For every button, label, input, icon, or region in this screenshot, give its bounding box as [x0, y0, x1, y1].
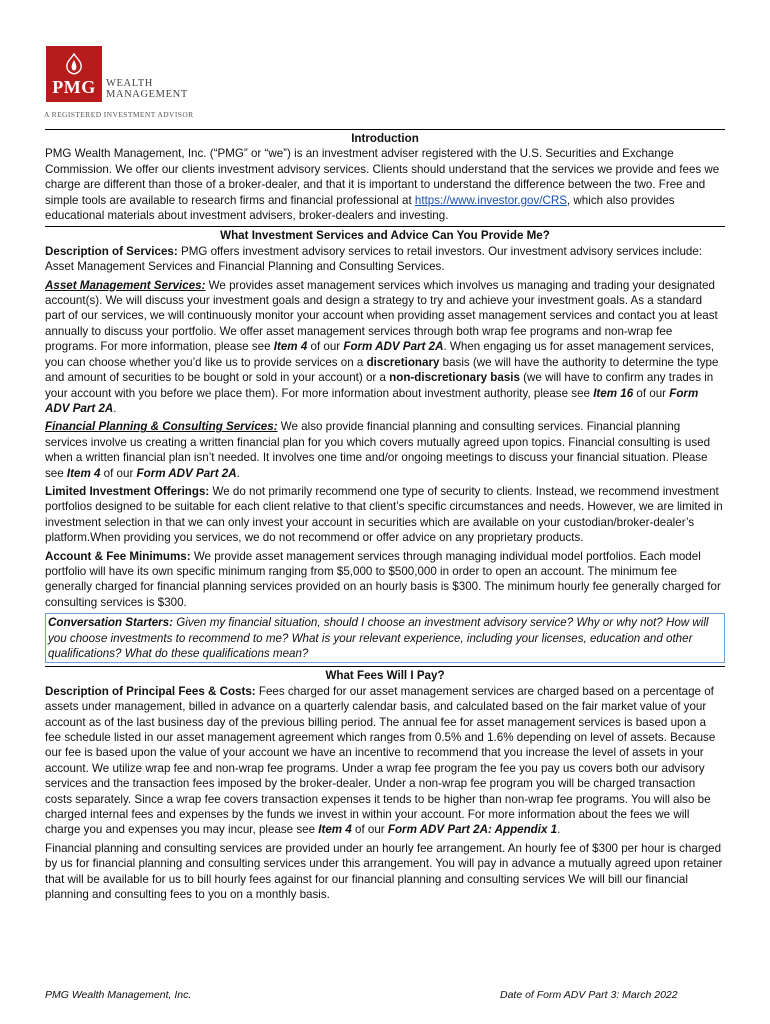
fees-item4: Item 4 — [318, 823, 352, 837]
services-description — [45, 244, 725, 275]
am-text4: (we will have to confirm any trades in your account with you before we place them). For more information about investment authority, please see — [45, 371, 714, 400]
intro-text-part1: PMG Wealth Management, Inc. (“PMG” or “we”) is an investment adviser registered with the U.S. Securities and Exchange Commission. We offer our clients investment advisory services. Clients should understand that the services we provide and fees we charge are different than those of a broker-dealer, and that it is important to understand the difference between the two. Free and simple tools are available to research firms and financial professional at — [45, 147, 720, 207]
fp-form-ref: Form ADV Part 2A — [136, 466, 237, 480]
fp-of: of our — [100, 466, 137, 480]
fp-item4: Item 4 — [66, 466, 101, 480]
fees-paragraph — [45, 684, 725, 838]
am-text3: basis (we will have the authority to determine the type and amount of securities to be bought or sold in your account) or a — [45, 355, 719, 385]
minimums-text: We provide asset management services through managing individual model portfolios. Each model portfolio will have its own specific minimum ranging from $5,000 to $500,000 in order to open an account. The minimum fee generally charged for financial planning services provided on an hourly basis is $300. The minimum hourly fee generally charged for consulting services is $300. — [45, 549, 721, 609]
logo-wordmark — [106, 78, 188, 100]
am-end: . — [113, 401, 117, 415]
footer-date: Date of Form ADV Part 3: March 2022 — [500, 989, 678, 1001]
conversation-starters-label: Conversation Starters: — [48, 616, 173, 630]
fees-form-ref: Form ADV Part 2A: Appendix 1 — [387, 823, 558, 837]
logo-mark — [46, 46, 102, 102]
section-heading-services: What Investment Services and Advice Can You Provide Me? — [45, 226, 725, 243]
section-heading-introduction: Introduction — [45, 129, 725, 146]
am-text1: We provides asset management services which involves us managing and trading your designated account(s). We will discuss your investment goals and design a strategy to try and achieve your investment goals. As a standard part of our services, we will continuously monitor your account when providing asset management services and contact you at least annually to discuss your portfolio. We offer asset management services through both wrap fee programs and non-wrap fee programs. For more information, please see — [45, 278, 718, 354]
am-non-discretionary: non-discretionary basis — [389, 371, 520, 385]
financial-planning-paragraph — [45, 419, 725, 481]
am-discretionary: discretionary — [366, 355, 440, 369]
am-text2: . When engaging us for asset management services, you can choose whether you’d like us to provide services on a — [45, 340, 715, 369]
am-form-ref2: Form ADV Part 2A — [45, 386, 699, 415]
document-body — [45, 129, 725, 906]
fp-text: We also provide financial planning and consulting services. Financial planning services involve us creating a written financial plan for you which covers mutually agreed upon topics. Financial consulting is used when a written financial plan isn’t needed. It involves one time and/or ongoing meetings to discuss your financial situation. Please see — [45, 420, 711, 480]
services-description-text: PMG offers investment advisory services to retail investors. Our investment advisory services include: Asset Management Services and Financial Planning and Consulting Services. — [45, 244, 703, 274]
am-item4: Item 4 — [273, 340, 308, 354]
fees-label: Description of Principal Fees & Costs: — [45, 684, 256, 698]
logo-wordmark-line1: WEALTH — [106, 78, 153, 89]
fees-text: Fees charged for our asset management services are charged based on a percentage of assets under management, billed in advance on a quarterly calendar basis, and calculated based on the fair market value of your account as of the last business day of the previous billing period. The annual fee for asset management services is based upon a fee schedule listed in our asset management agreement which ranges from 0.5% and 1.6% depending on level of assets. Because our fee is based upon the value of your account we have an incentive to recommend that you increase the level of assets in your account. We utilize wrap fee and non-wrap fee programs. Under a wrap fee program the fee you pay us covers both our advisory services and the transaction fees imposed by the broker-dealer. Under a non-wrap fee program you will be charged transaction costs separately. Since a wrap fee covers transaction expenses it tends to be higher than non-wrap fee programs. You will also be charged internal fees and expenses by the funds we invest in within your account. For more information about the fees we will charge you and expenses you may incur, please see — [45, 684, 716, 837]
company-logo — [44, 46, 204, 122]
am-form-ref: Form ADV Part 2A — [343, 340, 444, 354]
section-heading-fees: What Fees Will I Pay? — [45, 666, 725, 683]
intro-paragraph — [45, 146, 725, 223]
limited-offerings-paragraph — [45, 484, 725, 546]
minimums-label: Account & Fee Minimums: — [45, 549, 191, 563]
am-of1: of our — [307, 340, 344, 354]
fp-end: . — [236, 466, 240, 480]
financial-planning-label: Financial Planning & Consulting Services: — [45, 420, 278, 434]
hourly-fees-paragraph: Financial planning and consulting services are provided under an hourly fee arrangement. An hourly fee of $300 per hour is charged by us for financial planning and consulting services under this arrangement. You will pay in advance a mutually agreed upon retainer that will be available for us to bill hourly fees against for our financial planning and consulting services We will bill our financial planning and consulting fees to you on a monthly basis. — [45, 841, 723, 902]
fees-of: of our — [351, 823, 388, 837]
asset-management-paragraph — [45, 278, 725, 417]
conversation-starters-box — [45, 613, 725, 663]
footer-company: PMG Wealth Management, Inc. — [45, 989, 192, 1001]
services-description-label: Description of Services: — [45, 244, 178, 258]
asset-management-label: Asset Management Services: — [45, 278, 206, 292]
intro-text-part2: , which also provides educational materials about investment advisers, broker-dealers and investing. — [45, 193, 675, 223]
minimums-paragraph — [45, 549, 725, 611]
logo-pmg-text: PMG — [52, 77, 96, 97]
am-item16: Item 16 — [593, 386, 634, 400]
logo-wordmark-line2: MANAGEMENT — [106, 89, 188, 100]
am-of2: of our — [633, 386, 670, 400]
investor-gov-link[interactable]: https://www.investor.gov/CRS — [414, 193, 567, 207]
fees-end: . — [557, 823, 561, 837]
limited-offerings-label: Limited Investment Offerings: — [45, 484, 210, 498]
limited-offerings-text: We do not primarily recommend one type of security to clients. Instead, we recommend investment portfolios designed to be suitable for each client relative to that client’s specific circumstances and needs. However, we are limited in investment selection in that we can only invest your account in securities which are available on your custodian/broker-dealer’s platform.When providing you services, we do not recommend or offer advice on any proprietary products. — [45, 484, 723, 545]
conversation-starters-text: Given my financial situation, should I choose an investment advisory service? Why or why not? How will you choose investments to recommend to me? What is your relevant experience, including your licenses, education and other qualifications? What do these qualifications mean? — [48, 616, 709, 660]
logo-tagline: A REGISTERED INVESTMENT ADVISOR — [44, 110, 194, 119]
flame-emblem-icon — [62, 52, 86, 80]
